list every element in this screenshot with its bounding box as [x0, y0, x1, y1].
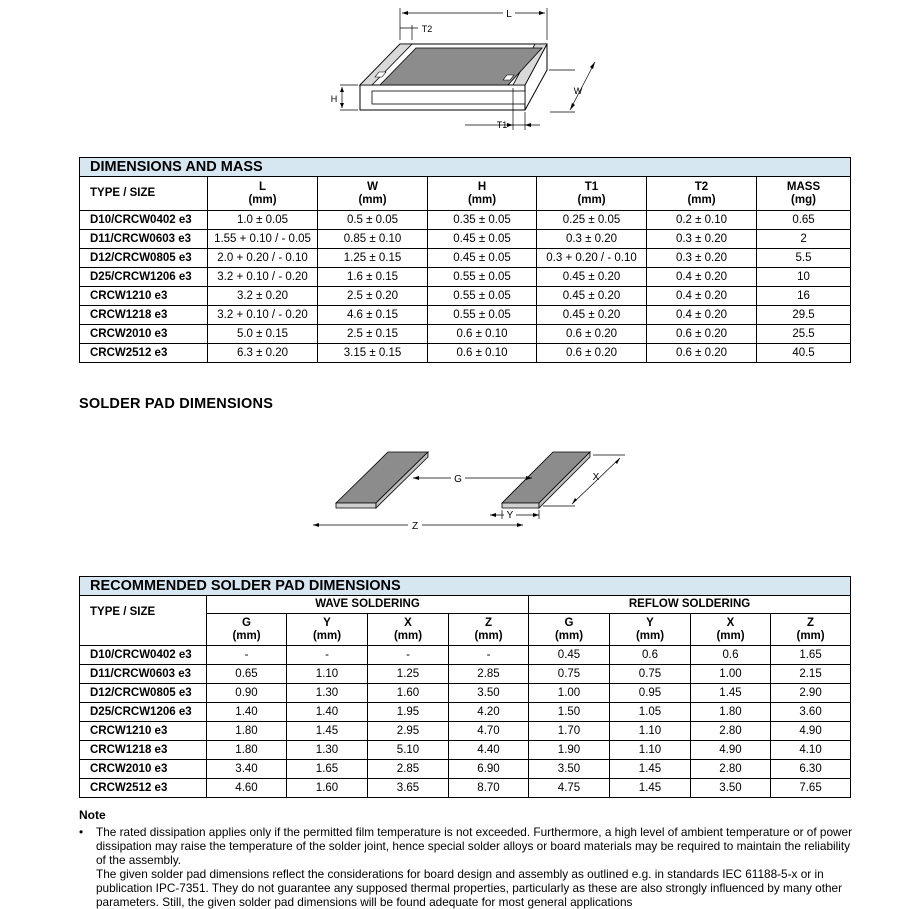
- value-cell: 0.6 ± 0.10: [428, 325, 537, 344]
- dimensions-header-row: [80, 177, 851, 211]
- table-row: [80, 779, 851, 798]
- value-cell: 2.90: [771, 684, 851, 703]
- label-Y: Y: [506, 510, 514, 521]
- value-cell: 0.6 ± 0.10: [428, 344, 537, 363]
- type-size-cell: CRCW1218 e3: [80, 306, 208, 325]
- value-cell: 7.65: [771, 779, 851, 798]
- value-cell: -: [368, 646, 449, 665]
- dimensions-table-title: DIMENSIONS AND MASS: [80, 158, 851, 177]
- note-body: [79, 825, 854, 909]
- value-cell: 0.55 ± 0.05: [428, 268, 537, 287]
- solder-pad-heading: SOLDER PAD DIMENSIONS: [79, 396, 274, 412]
- value-cell: 29.5: [757, 306, 851, 325]
- table-row: [80, 230, 851, 249]
- value-cell: 5.0 ± 0.15: [208, 325, 318, 344]
- value-cell: 0.6: [691, 646, 771, 665]
- table-row: [80, 760, 851, 779]
- value-cell: 2: [757, 230, 851, 249]
- value-cell: 5.10: [368, 741, 449, 760]
- type-size-cell: CRCW2512 e3: [80, 779, 207, 798]
- value-cell: 1.30: [287, 684, 368, 703]
- table-row: [80, 684, 851, 703]
- value-cell: 1.45: [610, 779, 691, 798]
- type-size-cell: CRCW2010 e3: [80, 325, 208, 344]
- label-W: W: [573, 86, 583, 96]
- value-cell: 1.00: [691, 665, 771, 684]
- value-cell: 6.90: [449, 760, 529, 779]
- header-cell: L (mm): [208, 177, 318, 211]
- solder-table-title: RECOMMENDED SOLDER PAD DIMENSIONS: [80, 577, 851, 596]
- value-cell: 1.6 ± 0.15: [318, 268, 428, 287]
- solder-pad-drawing: [300, 440, 640, 535]
- value-cell: 0.45 ± 0.20: [537, 287, 647, 306]
- value-cell: 0.85 ± 0.10: [318, 230, 428, 249]
- table-row: [80, 287, 851, 306]
- value-cell: 1.30: [287, 741, 368, 760]
- note-paragraph-2: The given solder pad dimensions reflect the considerations for board design and assembly as outlined e.g. in standards IEC 61188-5-x or in publication IPC-7351. They do not guarantee any supposed thermal properties, particularly as these are also strongly influenced by many other parameters. Still, the given solder pad dimensions will be found adequate for most general applications: [96, 867, 843, 909]
- table-row: [80, 325, 851, 344]
- solder-table-body: [80, 646, 851, 798]
- value-cell: 3.50: [449, 684, 529, 703]
- value-cell: 0.35 ± 0.05: [428, 211, 537, 230]
- table-row: [80, 665, 851, 684]
- value-cell: 4.70: [449, 722, 529, 741]
- value-cell: 1.45: [610, 760, 691, 779]
- label-X: X: [592, 472, 600, 483]
- type-size-cell: D25/CRCW1206 e3: [80, 703, 207, 722]
- value-cell: 0.45 ± 0.20: [537, 306, 647, 325]
- resistor-dimension-drawing: [320, 0, 620, 140]
- solder-header-type-size: TYPE / SIZE: [80, 596, 207, 646]
- value-cell: 3.65: [368, 779, 449, 798]
- label-L: L: [506, 9, 512, 20]
- value-cell: 0.95: [610, 684, 691, 703]
- value-cell: 1.90: [529, 741, 610, 760]
- value-cell: 1.60: [287, 779, 368, 798]
- header-cell: W (mm): [318, 177, 428, 211]
- value-cell: 0.3 ± 0.20: [647, 249, 757, 268]
- value-cell: 0.3 + 0.20 / - 0.10: [537, 249, 647, 268]
- label-G: G: [454, 474, 462, 485]
- value-cell: 0.3 ± 0.20: [647, 230, 757, 249]
- value-cell: 2.15: [771, 665, 851, 684]
- value-cell: 1.25: [368, 665, 449, 684]
- value-cell: 1.10: [287, 665, 368, 684]
- value-cell: 0.65: [757, 211, 851, 230]
- table-row: [80, 306, 851, 325]
- value-cell: 4.60: [207, 779, 287, 798]
- type-size-cell: D10/CRCW0402 e3: [80, 211, 208, 230]
- value-cell: 2.85: [368, 760, 449, 779]
- dimensions-table-body: [80, 211, 851, 363]
- value-cell: 10: [757, 268, 851, 287]
- type-size-cell: D10/CRCW0402 e3: [80, 646, 207, 665]
- reflow-soldering-header: REFLOW SOLDERING: [529, 596, 851, 614]
- value-cell: 0.45 ± 0.05: [428, 249, 537, 268]
- value-cell: 3.40: [207, 760, 287, 779]
- note-bullet: •: [79, 825, 84, 839]
- value-cell: 1.80: [207, 722, 287, 741]
- value-cell: 6.30: [771, 760, 851, 779]
- value-cell: 3.50: [529, 760, 610, 779]
- value-cell: 0.6 ± 0.20: [537, 344, 647, 363]
- dimensions-table: [79, 157, 851, 363]
- type-size-cell: D12/CRCW0805 e3: [80, 249, 208, 268]
- type-size-cell: CRCW1210 e3: [80, 722, 207, 741]
- table-row: [80, 646, 851, 665]
- value-cell: 0.6 ± 0.20: [537, 325, 647, 344]
- type-size-cell: CRCW2512 e3: [80, 344, 208, 363]
- header-cell: G (mm): [207, 614, 287, 646]
- header-cell: Z (mm): [771, 614, 851, 646]
- value-cell: 1.45: [691, 684, 771, 703]
- value-cell: 0.6: [610, 646, 691, 665]
- header-cell: Z (mm): [449, 614, 529, 646]
- value-cell: 4.75: [529, 779, 610, 798]
- value-cell: 3.2 ± 0.20: [208, 287, 318, 306]
- label-Z: Z: [411, 521, 419, 532]
- value-cell: 1.80: [691, 703, 771, 722]
- value-cell: 1.55 + 0.10 / - 0.05: [208, 230, 318, 249]
- table-row: [80, 268, 851, 287]
- value-cell: 4.40: [449, 741, 529, 760]
- table-row: [80, 249, 851, 268]
- value-cell: 0.3 ± 0.20: [537, 230, 647, 249]
- value-cell: 3.15 ± 0.15: [318, 344, 428, 363]
- value-cell: 3.60: [771, 703, 851, 722]
- value-cell: 0.4 ± 0.20: [647, 306, 757, 325]
- header-cell: X (mm): [691, 614, 771, 646]
- table-row: [80, 722, 851, 741]
- value-cell: 6.3 ± 0.20: [208, 344, 318, 363]
- value-cell: 5.5: [757, 249, 851, 268]
- value-cell: 0.45 ± 0.20: [537, 268, 647, 287]
- type-size-cell: CRCW1218 e3: [80, 741, 207, 760]
- type-size-cell: CRCW1210 e3: [80, 287, 208, 306]
- value-cell: 2.80: [691, 722, 771, 741]
- header-type-size: TYPE / SIZE: [80, 177, 208, 211]
- header-cell: Y (mm): [610, 614, 691, 646]
- value-cell: 3.2 + 0.10 / - 0.20: [208, 268, 318, 287]
- type-size-cell: CRCW2010 e3: [80, 760, 207, 779]
- header-cell: T1 (mm): [537, 177, 647, 211]
- value-cell: 8.70: [449, 779, 529, 798]
- value-cell: 1.00: [529, 684, 610, 703]
- value-cell: 1.40: [207, 703, 287, 722]
- value-cell: 0.65: [207, 665, 287, 684]
- header-cell: T2 (mm): [647, 177, 757, 211]
- value-cell: 3.50: [691, 779, 771, 798]
- value-cell: 2.0 + 0.20 / - 0.10: [208, 249, 318, 268]
- value-cell: 1.65: [287, 760, 368, 779]
- label-T2: T2: [421, 24, 433, 34]
- value-cell: 0.55 ± 0.05: [428, 306, 537, 325]
- value-cell: 0.2 ± 0.10: [647, 211, 757, 230]
- note-title: Note: [79, 808, 106, 822]
- value-cell: 40.5: [757, 344, 851, 363]
- value-cell: 0.5 ± 0.05: [318, 211, 428, 230]
- value-cell: 1.05: [610, 703, 691, 722]
- value-cell: 1.50: [529, 703, 610, 722]
- label-T1: T1: [496, 120, 508, 130]
- value-cell: 2.5 ± 0.15: [318, 325, 428, 344]
- value-cell: 0.6 ± 0.20: [647, 325, 757, 344]
- value-cell: 0.6 ± 0.20: [647, 344, 757, 363]
- value-cell: 0.90: [207, 684, 287, 703]
- value-cell: 2.85: [449, 665, 529, 684]
- value-cell: 4.90: [691, 741, 771, 760]
- note-paragraph-1: The rated dissipation applies only if the permitted film temperature is not exceeded. Furthermore, a high level of ambient temperature or of power dissipation may raise the temperature of the solder joint, hence special solder alloys or board materials may be required to maintain the reliability of the assembly.: [96, 825, 853, 867]
- value-cell: -: [287, 646, 368, 665]
- table-row: [80, 211, 851, 230]
- value-cell: 1.40: [287, 703, 368, 722]
- value-cell: 2.80: [691, 760, 771, 779]
- header-cell: H (mm): [428, 177, 537, 211]
- table-row: [80, 344, 851, 363]
- value-cell: 0.45: [529, 646, 610, 665]
- table-row: [80, 703, 851, 722]
- value-cell: 4.10: [771, 741, 851, 760]
- solder-pad-table: [79, 576, 851, 798]
- value-cell: 1.70: [529, 722, 610, 741]
- value-cell: 1.80: [207, 741, 287, 760]
- type-size-cell: D12/CRCW0805 e3: [80, 684, 207, 703]
- value-cell: 0.45 ± 0.05: [428, 230, 537, 249]
- type-size-cell: D25/CRCW1206 e3: [80, 268, 208, 287]
- table-row: [80, 741, 851, 760]
- value-cell: 0.75: [610, 665, 691, 684]
- solder-group-header-row: [80, 596, 851, 614]
- wave-soldering-header: WAVE SOLDERING: [207, 596, 529, 614]
- header-cell: MASS (mg): [757, 177, 851, 211]
- value-cell: 25.5: [757, 325, 851, 344]
- value-cell: 1.65: [771, 646, 851, 665]
- value-cell: 1.10: [610, 741, 691, 760]
- value-cell: 1.10: [610, 722, 691, 741]
- type-size-cell: D11/CRCW0603 e3: [80, 230, 208, 249]
- header-cell: G (mm): [529, 614, 610, 646]
- value-cell: 0.25 ± 0.05: [537, 211, 647, 230]
- value-cell: 16: [757, 287, 851, 306]
- value-cell: 4.90: [771, 722, 851, 741]
- value-cell: -: [207, 646, 287, 665]
- label-H: H: [330, 94, 338, 104]
- header-cell: Y (mm): [287, 614, 368, 646]
- value-cell: 2.5 ± 0.20: [318, 287, 428, 306]
- value-cell: 4.6 ± 0.15: [318, 306, 428, 325]
- value-cell: 1.60: [368, 684, 449, 703]
- type-size-cell: D11/CRCW0603 e3: [80, 665, 207, 684]
- value-cell: -: [449, 646, 529, 665]
- value-cell: 0.4 ± 0.20: [647, 287, 757, 306]
- header-cell: X (mm): [368, 614, 449, 646]
- value-cell: 0.75: [529, 665, 610, 684]
- value-cell: 4.20: [449, 703, 529, 722]
- value-cell: 0.4 ± 0.20: [647, 268, 757, 287]
- value-cell: 1.0 ± 0.05: [208, 211, 318, 230]
- value-cell: 2.95: [368, 722, 449, 741]
- value-cell: 1.25 ± 0.15: [318, 249, 428, 268]
- value-cell: 0.55 ± 0.05: [428, 287, 537, 306]
- value-cell: 3.2 + 0.10 / - 0.20: [208, 306, 318, 325]
- value-cell: 1.95: [368, 703, 449, 722]
- value-cell: 1.45: [287, 722, 368, 741]
